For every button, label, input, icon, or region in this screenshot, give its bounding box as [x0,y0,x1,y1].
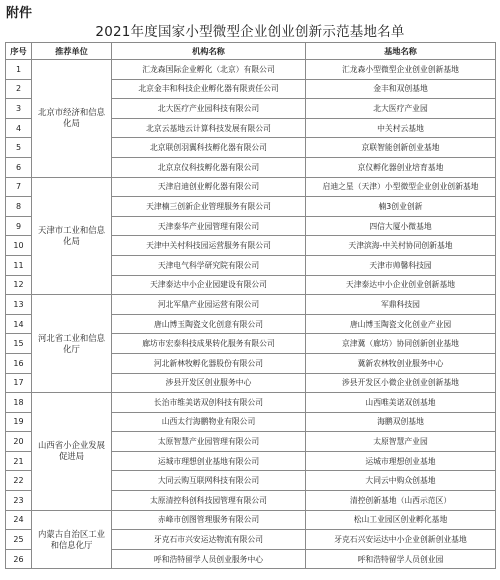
row-number: 12 [6,275,32,295]
recommending-unit: 北京市经济和信息化局 [32,60,112,178]
base-name: 冀新农林牧创业服务中心 [306,353,496,373]
row-number: 11 [6,255,32,275]
base-name: 海鹏双创基地 [306,412,496,432]
base-name: 清控创新基地（山西示范区） [306,491,496,511]
row-number: 3 [6,99,32,119]
base-name: 金丰和双创基地 [306,79,496,99]
base-name: 太原智慧产业园 [306,432,496,452]
table-row [6,510,496,530]
organization-name: 北京京仪科技孵化器有限公司 [112,157,306,177]
row-number: 20 [6,432,32,452]
table-body [6,60,496,569]
row-number: 2 [6,79,32,99]
row-number: 17 [6,373,32,393]
organization-name: 唐山博玉陶瓷文化创意有限公司 [112,314,306,334]
recommending-unit: 河北省工业和信息化厅 [32,295,112,393]
base-name: 天津市帅馨科技园 [306,255,496,275]
recommending-unit: 天津市工业和信息化局 [32,177,112,295]
organization-name: 太原智慧产业园管理有限公司 [112,432,306,452]
base-name: 中关村云基地 [306,118,496,138]
base-name: 涉县开发区小微企业创业创新基地 [306,373,496,393]
base-list-table-wrapper [5,42,495,576]
recommending-unit: 山西省小企业发展促进局 [32,393,112,511]
table-row [6,177,496,197]
row-number: 6 [6,157,32,177]
organization-name: 运城市理想创业基地有限公司 [112,451,306,471]
base-name: 京仪孵化器创业培育基地 [306,157,496,177]
organization-name: 天津中关村科技园运营服务有限公司 [112,236,306,256]
recommending-unit: 内蒙古自治区工业和信息化厅 [32,510,112,569]
base-name: 北大医疗产业园 [306,99,496,119]
row-number: 23 [6,491,32,511]
row-number: 7 [6,177,32,197]
row-number: 21 [6,451,32,471]
organization-name: 赤峰市创图管理服务有限公司 [112,510,306,530]
row-number: 1 [6,60,32,80]
base-name: 天津泰达中小企业创业创新基地 [306,275,496,295]
organization-name: 廊坊市宏泰科技成果转化服务有限公司 [112,334,306,354]
table-row [6,60,496,80]
table-row [6,295,496,315]
row-number: 16 [6,353,32,373]
table-header-row [6,43,496,60]
row-number: 5 [6,138,32,158]
table-header [6,43,496,60]
organization-name: 天津楠三创新企业管理服务有限公司 [112,197,306,217]
row-number: 19 [6,412,32,432]
base-name: 军鼎科技园 [306,295,496,315]
base-name: 天津滨海-中关村协同创新基地 [306,236,496,256]
base-name: 京联智能创新创业基地 [306,138,496,158]
header-recommending-unit: 推荐单位 [32,43,112,60]
base-name: 运城市理想创业基地 [306,451,496,471]
row-number: 10 [6,236,32,256]
organization-name: 汇龙森国际企业孵化（北京）有限公司 [112,60,306,80]
organization-name: 北京金丰和科技企业孵化器有限责任公司 [112,79,306,99]
organization-name: 北大医疗产业园科技有限公司 [112,99,306,119]
base-name: 松山工业园区创业孵化基地 [306,510,496,530]
organization-name: 呼和浩特留学人员创业服务中心 [112,549,306,569]
row-number: 22 [6,471,32,491]
base-name: 呼和浩特留学人员创业园 [306,549,496,569]
organization-name: 河北新林牧孵化器股份有限公司 [112,353,306,373]
organization-name: 牙克石市兴安运达物流有限公司 [112,530,306,550]
organization-name: 天津启迪创业孵化器有限公司 [112,177,306,197]
row-number: 14 [6,314,32,334]
base-name: 山西唯美诺双创基地 [306,393,496,413]
table-row [6,393,496,413]
base-name: 汇龙森小型微型企业创业创新基地 [306,60,496,80]
row-number: 18 [6,393,32,413]
base-name: 唐山博玉陶瓷文化创业产业园 [306,314,496,334]
row-number: 13 [6,295,32,315]
attachment-label: 附件 [6,6,33,21]
base-name: 楠3创业创新 [306,197,496,217]
organization-name: 涉县开发区创业服务中心 [112,373,306,393]
organization-name: 北京云基地云计算科技发展有限公司 [112,118,306,138]
base-name: 大同云中购众创基地 [306,471,496,491]
row-number: 15 [6,334,32,354]
row-number: 4 [6,118,32,138]
organization-name: 天津电气科学研究院有限公司 [112,255,306,275]
organization-name: 长治市维美诺双创科技有限公司 [112,393,306,413]
header-organization-name: 机构名称 [112,43,306,60]
base-name: 四信大厦小微基地 [306,216,496,236]
header-number: 序号 [6,43,32,60]
organization-name: 天津泰达中小企业园建设有限公司 [112,275,306,295]
row-number: 25 [6,530,32,550]
organization-name: 北京联创羽翼科技孵化器有限公司 [112,138,306,158]
base-name: 启迪之星（天津）小型微型企业创业创新基地 [306,177,496,197]
row-number: 9 [6,216,32,236]
organization-name: 太原清控科创科技园管理有限公司 [112,491,306,511]
header-base-name: 基地名称 [306,43,496,60]
organization-name: 大同云购互联网科技有限公司 [112,471,306,491]
document-title: 2021年度国家小型微型企业创业创新示范基地名单 [95,24,405,40]
organization-name: 山西太行海鹏物业有限公司 [112,412,306,432]
base-name: 京津冀（廊坊）协同创新创业基地 [306,334,496,354]
row-number: 24 [6,510,32,530]
row-number: 8 [6,197,32,217]
row-number: 26 [6,549,32,569]
organization-name: 天津泰华产业园管理有限公司 [112,216,306,236]
base-list-table [5,42,496,569]
organization-name: 河北军鼎产业园运营有限公司 [112,295,306,315]
base-name: 牙克石兴安运达中小企业创新创业基地 [306,530,496,550]
